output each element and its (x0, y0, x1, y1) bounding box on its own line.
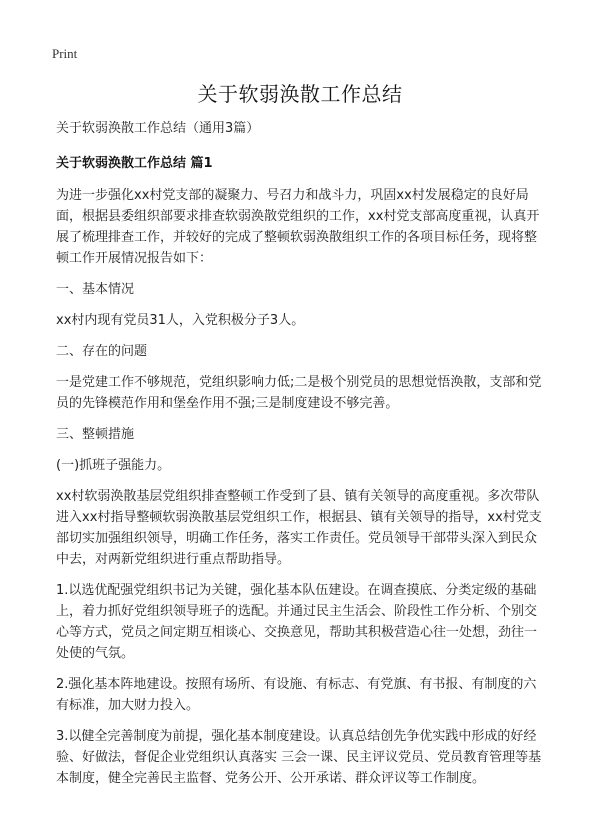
page-title: 关于软弱涣散工作总结 (197, 82, 403, 106)
paragraph-item-1: 1.以选优配强党组织书记为关键，强化基本队伍建设。在调查摸底、分类定级的基础上，着力抓好党组织领导班子的选配。并通过民主生活会、阶段性工作分析、个别交心等方式，党员之间定期互相谈心、交换意见，帮助其积极营造心往一处想，劲往一处使的气氛。 (56, 583, 538, 661)
paragraph-leadership: xx村软弱涣散基层党组织排查整顿工作受到了县、镇有关领导的高度重视。多次带队进入xx村指导整顿软弱涣散基层党组织工作，根据县、镇有关领导的指导，xx村党支部切实加强组织领导，明确工作任务，落实工作责任。党员领导干部带头深入到民众中去，对两新党组织进行重点帮助指导。 (56, 489, 542, 567)
paragraph-item-2: 2.强化基本阵地建设。按照有场所、有设施、有标志、有党旗、有书报、有制度的六有标准，加大财力投入。 (56, 677, 537, 713)
paragraph-intro: 为进一步强化xx村党支部的凝聚力、号召力和战斗力，巩固xx村发展稳定的良好局面，根据县委组织部要求排查软弱涣散党组织的工作，xx村党支部高度重视，认真开展了梳理排查工作，并较好的完成了整顿软弱涣散组织工作的各项目标任务，现将整顿工作开展情况报告如下： (56, 188, 540, 266)
article-heading: 关于软弱涣散工作总结 篇1 (56, 156, 213, 171)
document-body (56, 118, 546, 799)
subsection-heading: (一)抓班子强能力。 (56, 458, 171, 473)
section-heading-basic: 一、基本情况 (56, 282, 135, 297)
intro-line: 关于软弱涣散工作总结（通用3篇） (56, 121, 260, 136)
print-link[interactable]: Print (52, 46, 78, 61)
section-heading-measures: 三、整顿措施 (56, 427, 135, 442)
paragraph-basic: xx村内现有党员31人，入党积极分子3人。 (56, 313, 305, 328)
paragraph-problems: 一是党建工作不够规范，党组织影响力低;二是极个别党员的思想觉悟涣散，支部和党员的先锋模范作用和堡垒作用不强;三是制度建设不够完善。 (56, 375, 542, 411)
section-heading-problems: 二、存在的问题 (56, 344, 148, 359)
paragraph-item-3: 3.以健全完善制度为前提，强化基本制度建设。认真总结创先争优实践中形成的好经验、好做法，督促企业党组织认真落实 三会一课、民主评议党员、党员教育管理等基本制度，健全完善民主监督、党务公开、公开承诺、群众评议等工作制度。 (56, 729, 542, 786)
